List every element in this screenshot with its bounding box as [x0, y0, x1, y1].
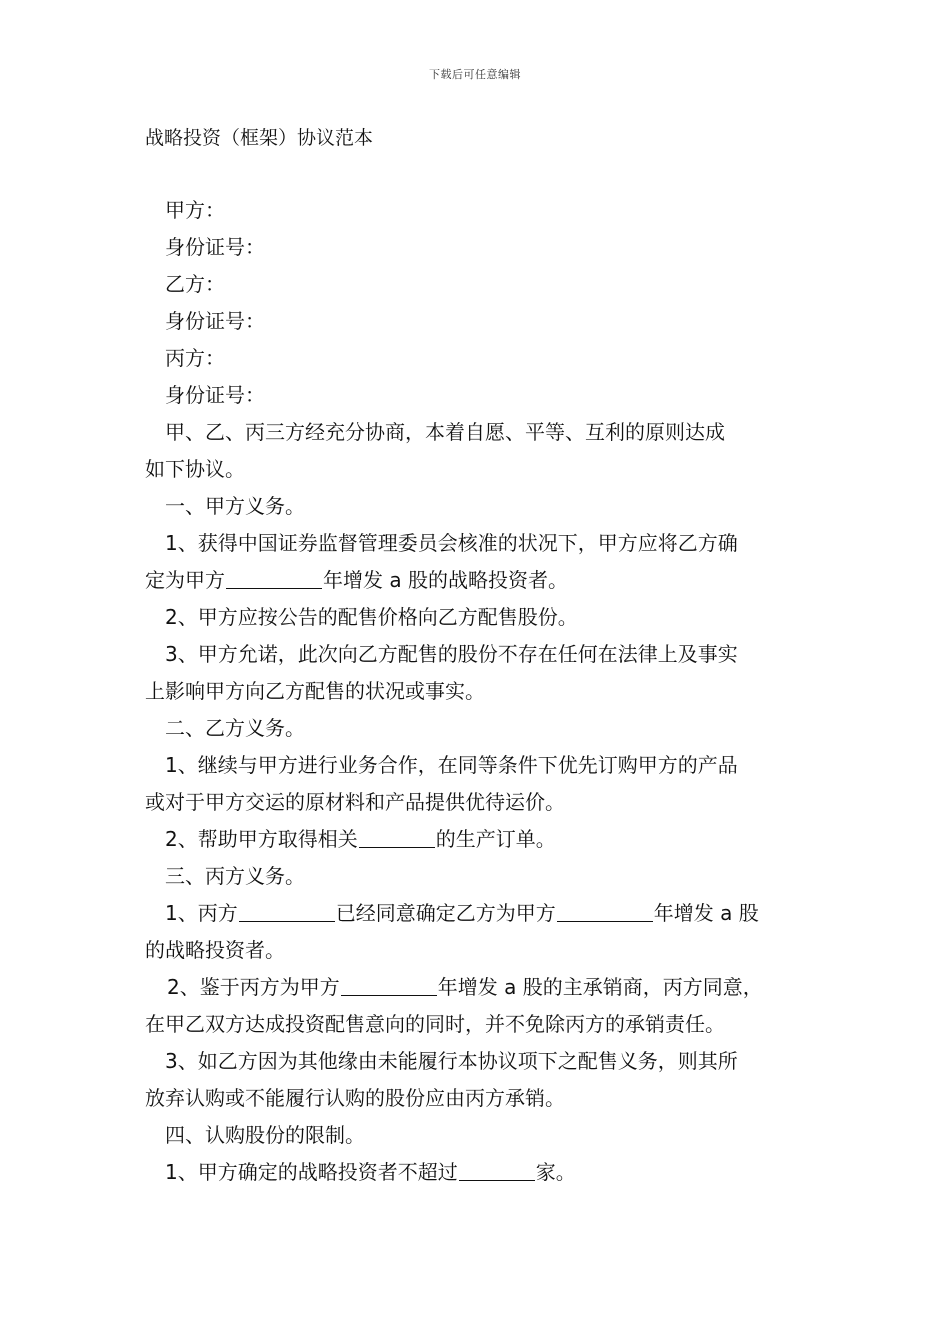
text-segment: 2、鉴于丙方为甲方	[167, 975, 340, 999]
fill-blank[interactable]	[239, 901, 335, 922]
section-4-item-1	[165, 1158, 576, 1186]
fill-blank[interactable]	[359, 827, 435, 848]
fill-blank[interactable]	[226, 568, 322, 589]
text-segment: 年增发 a 股的战略投资者。	[323, 568, 568, 592]
section-2-heading: 二、乙方义务。	[165, 716, 305, 740]
section-4-heading: 四、认购股份的限制。	[165, 1123, 365, 1147]
party-c-label: 丙方：	[165, 346, 225, 370]
party-a-label: 甲方：	[165, 198, 225, 222]
section-1-item-2: 2、甲方应按公告的配售价格向乙方配售股份。	[165, 605, 578, 629]
section-1-item-1-line-1: 1、获得中国证券监督管理委员会核准的状况下，甲方应将乙方确	[165, 531, 738, 555]
party-a-id-label: 身份证号：	[165, 235, 265, 259]
fill-blank[interactable]	[459, 1160, 535, 1181]
text-segment: 2、帮助甲方取得相关	[165, 827, 358, 851]
text-segment: 已经同意确定乙方为甲方	[335, 901, 556, 925]
section-2-item-1-line-1: 1、继续与甲方进行业务合作，在同等条件下优先订购甲方的产品	[165, 753, 738, 777]
text-segment: 1、丙方	[165, 901, 238, 925]
section-1-heading: 一、甲方义务。	[165, 494, 305, 518]
text-segment: 的生产订单。	[435, 827, 556, 851]
section-3-item-1-line-2: 的战略投资者。	[145, 938, 285, 962]
section-3-heading: 三、丙方义务。	[165, 864, 305, 888]
section-3-item-2-line-1	[167, 973, 763, 1001]
section-2-item-2	[165, 825, 556, 853]
document-title: 战略投资（框架）协议范本	[145, 127, 374, 149]
section-2-item-1-line-2: 或对于甲方交运的原材料和产品提供优待运价。	[145, 790, 565, 814]
text-segment: 定为甲方	[145, 568, 225, 592]
section-3-item-2-line-2: 在甲乙双方达成投资配售意向的同时，并不免除丙方的承销责任。	[145, 1012, 725, 1036]
section-1-item-3-line-1: 3、甲方允诺，此次向乙方配售的股份不存在任何在法律上及事实	[165, 642, 738, 666]
section-1-item-3-line-2: 上影响甲方向乙方配售的状况或事实。	[145, 679, 485, 703]
party-b-id-label: 身份证号：	[165, 309, 265, 333]
text-segment: 年增发 a 股	[653, 901, 759, 925]
fill-blank[interactable]	[557, 901, 653, 922]
party-c-id-label: 身份证号：	[165, 383, 265, 407]
section-1-item-1-line-2	[145, 566, 568, 594]
fill-blank[interactable]	[341, 975, 437, 996]
intro-line-2: 如下协议。	[145, 457, 245, 481]
section-3-item-1-line-1	[165, 899, 759, 927]
section-3-item-3-line-2: 放弃认购或不能履行认购的股份应由丙方承销。	[145, 1086, 565, 1110]
section-3-item-3-line-1: 3、如乙方因为其他缘由未能履行本协议项下之配售义务，则其所	[165, 1049, 738, 1073]
text-segment: 家。	[535, 1160, 576, 1184]
party-b-label: 乙方：	[165, 272, 225, 296]
intro-line-1: 甲、乙、丙三方经充分协商，本着自愿、平等、互利的原则达成	[165, 420, 725, 444]
text-segment: 年增发 a 股的主承销商，丙方同意，	[437, 975, 763, 999]
text-segment: 1、甲方确定的战略投资者不超过	[165, 1160, 458, 1184]
header-note: 下载后可任意编辑	[429, 68, 521, 81]
